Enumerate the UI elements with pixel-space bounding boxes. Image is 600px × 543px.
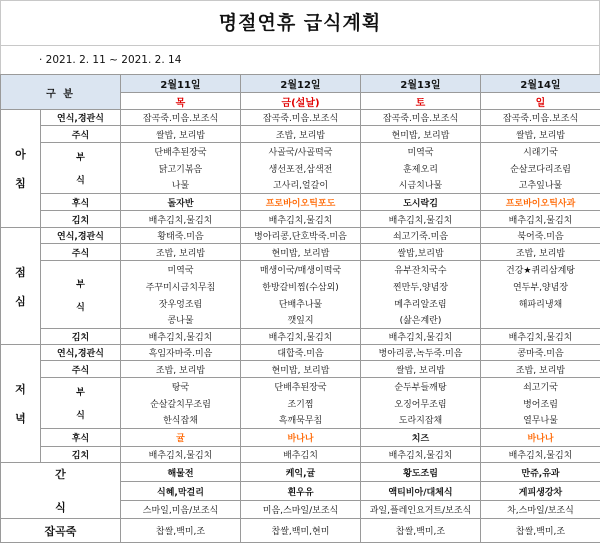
- day-date: 2월14일: [481, 75, 600, 93]
- menu-cell: 프로바이오틱사과: [481, 194, 600, 211]
- breakfast-row: [1, 126, 600, 143]
- row-label: 주식: [41, 244, 121, 261]
- menu-cell: 황태죽.미음: [121, 228, 241, 244]
- menu-cell: 쇠고기죽.미음: [361, 228, 481, 244]
- meal-label-lunch: 점 심: [1, 228, 41, 345]
- menu-cell: 유부잔치국수: [361, 261, 481, 278]
- menu-cell: 쌀밥, 보리밥: [121, 126, 241, 143]
- row-label: 부 식: [41, 143, 121, 194]
- menu-cell: 오징어무조림: [361, 395, 481, 412]
- menu-cell: 배추김치,물김치: [481, 329, 600, 345]
- menu-cell: 배추김치,물김치: [361, 447, 481, 463]
- grain-porridge-row: [1, 519, 600, 543]
- section-header: 구 분: [1, 75, 121, 110]
- menu-cell: 단배추된장국: [241, 378, 361, 395]
- menu-cell: 배추김치,물김치: [481, 447, 600, 463]
- menu-cell: 주꾸미시금치무침: [121, 278, 241, 295]
- breakfast-row: [1, 110, 600, 126]
- menu-cell: 닭고기볶음: [121, 160, 241, 177]
- row-label: 부 식: [41, 261, 121, 329]
- menu-cell: 잡곡죽.미음.보조식: [121, 110, 241, 126]
- menu-cell: 생선포전,삼색전: [241, 160, 361, 177]
- meal-label-breakfast: 아 침: [1, 110, 41, 228]
- day-date: 2월12일: [241, 75, 361, 93]
- dinner-row: [1, 361, 600, 378]
- day-weekday: 일: [481, 93, 600, 110]
- menu-cell: 조밥, 보리밥: [121, 361, 241, 378]
- row-label: 김치: [41, 211, 121, 228]
- dinner-row: [1, 429, 600, 447]
- menu-cell: 치즈: [361, 429, 481, 447]
- day-date: 2월11일: [121, 75, 241, 93]
- breakfast-row: [1, 194, 600, 211]
- menu-cell: 조밥, 보리밥: [241, 126, 361, 143]
- menu-cell: 찐만두,양념장: [361, 278, 481, 295]
- menu-cell: 식혜,막걸리: [121, 482, 241, 501]
- menu-cell: 배추김치,물김치: [361, 211, 481, 228]
- menu-cell: 단배추된장국: [121, 143, 241, 160]
- menu-cell: 미역국: [361, 143, 481, 160]
- menu-cell: 대합죽.미음: [241, 345, 361, 361]
- menu-cell: 돌자반: [121, 194, 241, 211]
- day-date: 2월13일: [361, 75, 481, 93]
- menu-cell: 메추리알조림: [361, 295, 481, 312]
- menu-cell: 잡곡죽.미음.보조식: [481, 110, 600, 126]
- menu-cell: 단배추나물: [241, 295, 361, 312]
- menu-cell: 쌀밥,보리밥: [361, 244, 481, 261]
- lunch-row: [1, 244, 600, 261]
- row-label: 연식,경관식: [41, 345, 121, 361]
- menu-cell: 케익,귤: [241, 463, 361, 482]
- menu-cell: 훈제오리: [361, 160, 481, 177]
- menu-cell: 쌀밥, 보리밥: [481, 126, 600, 143]
- menu-cell: 바나나: [481, 429, 600, 447]
- menu-cell: [481, 312, 600, 329]
- menu-cell: 게피생강차: [481, 482, 600, 501]
- row-label: 주식: [41, 361, 121, 378]
- menu-cell: 고추잎나물: [481, 177, 600, 194]
- row-label: 연식,경관식: [41, 110, 121, 126]
- menu-cell: 한식잡채: [121, 412, 241, 429]
- menu-cell: 찹쌀,백미,조: [481, 519, 600, 543]
- menu-cell: 스마일,미음/보조식: [121, 501, 241, 519]
- menu-cell: 조기찜: [241, 395, 361, 412]
- menu-cell: 해물전: [121, 463, 241, 482]
- meal-plan-table: [0, 74, 600, 543]
- dinner-row: [1, 447, 600, 463]
- menu-cell: 현미밥, 보리밥: [361, 126, 481, 143]
- menu-cell: 찹쌀,백미,조: [121, 519, 241, 543]
- row-label: 부 식: [41, 378, 121, 429]
- meal-label-dinner: 저 녁: [1, 345, 41, 463]
- menu-cell: 고사리,얼갈이: [241, 177, 361, 194]
- menu-cell: 조밥, 보리밥: [481, 244, 600, 261]
- menu-cell: (삶은계란): [361, 312, 481, 329]
- menu-cell: 열무나물: [481, 412, 600, 429]
- menu-cell: 미역국: [121, 261, 241, 278]
- menu-cell: 연두부,양념장: [481, 278, 600, 295]
- day-weekday: 토: [361, 93, 481, 110]
- menu-cell: 만쥬,유과: [481, 463, 600, 482]
- row-label: 연식,경관식: [41, 228, 121, 244]
- breakfast-row: [1, 211, 600, 228]
- menu-cell: 깻잎지: [241, 312, 361, 329]
- menu-cell: 건강★퀴리삼계탕: [481, 261, 600, 278]
- row-label: 김치: [41, 329, 121, 345]
- breakfast-row: [1, 143, 600, 160]
- menu-cell: 바나나: [241, 429, 361, 447]
- menu-cell: 배추김치,물김치: [121, 329, 241, 345]
- menu-cell: 과일,플레인요거트/보조식: [361, 501, 481, 519]
- document-title: 명절연휴 급식계획: [0, 0, 600, 46]
- lunch-row: [1, 261, 600, 278]
- menu-cell: 병아리콩,단호박죽.미음: [241, 228, 361, 244]
- menu-cell: 병아리콩,녹두죽.미음: [361, 345, 481, 361]
- menu-cell: 황도조림: [361, 463, 481, 482]
- menu-cell: 현미밥, 보리밥: [241, 244, 361, 261]
- menu-cell: 매생이국/매생이떡국: [241, 261, 361, 278]
- menu-cell: 콩나물: [121, 312, 241, 329]
- row-label: 후식: [41, 429, 121, 447]
- meal-label-grain-porridge: 잡곡죽: [1, 519, 121, 543]
- menu-cell: 순두부들깨탕: [361, 378, 481, 395]
- menu-cell: 배추김치,물김치: [241, 211, 361, 228]
- menu-cell: 프로바이오틱포도: [241, 194, 361, 211]
- menu-cell: 현미밥, 보리밥: [241, 361, 361, 378]
- menu-cell: 액티비아/대체식: [361, 482, 481, 501]
- menu-cell: 순살갈치무조림: [121, 395, 241, 412]
- menu-cell: 찹쌀,백미,조: [361, 519, 481, 543]
- menu-cell: 조밥, 보리밥: [121, 244, 241, 261]
- menu-cell: 나물: [121, 177, 241, 194]
- day-weekday: 금(설날): [241, 93, 361, 110]
- menu-cell: 쇠고기국: [481, 378, 600, 395]
- meal-label-snack: 간 식: [1, 463, 121, 519]
- menu-cell: 흑깨묵무침: [241, 412, 361, 429]
- menu-cell: 잡곡죽.미음.보조식: [241, 110, 361, 126]
- menu-cell: 해파리냉채: [481, 295, 600, 312]
- menu-cell: 순살코다리조림: [481, 160, 600, 177]
- row-label: 김치: [41, 447, 121, 463]
- date-range: · 2021. 2. 11 ~ 2021. 2. 14: [0, 46, 600, 74]
- menu-cell: 도라지잡채: [361, 412, 481, 429]
- menu-cell: 흰우유: [241, 482, 361, 501]
- dinner-row: [1, 345, 600, 361]
- menu-cell: 미음,스마일/보조식: [241, 501, 361, 519]
- menu-cell: 배추김치: [241, 447, 361, 463]
- menu-cell: 쌀밥, 보리밥: [361, 361, 481, 378]
- menu-cell: 배추김치,물김치: [361, 329, 481, 345]
- menu-cell: 시금치나물: [361, 177, 481, 194]
- menu-cell: 사골국/사골떡국: [241, 143, 361, 160]
- menu-cell: 흑임자마죽.미음: [121, 345, 241, 361]
- snack-row: [1, 463, 600, 482]
- menu-cell: 시래기국: [481, 143, 600, 160]
- menu-cell: 찹쌀,백미,현미: [241, 519, 361, 543]
- menu-cell: 잣우엉조림: [121, 295, 241, 312]
- header-date-row: [1, 75, 600, 93]
- day-weekday: 목: [121, 93, 241, 110]
- menu-cell: 배추김치,물김치: [121, 447, 241, 463]
- menu-cell: 콩마죽.미음: [481, 345, 600, 361]
- lunch-row: [1, 329, 600, 345]
- dinner-row: [1, 378, 600, 395]
- row-label: 후식: [41, 194, 121, 211]
- menu-cell: 배추김치,물김치: [121, 211, 241, 228]
- menu-cell: 도시락김: [361, 194, 481, 211]
- menu-cell: 북어죽.미음: [481, 228, 600, 244]
- menu-cell: 조밥, 보리밥: [481, 361, 600, 378]
- menu-cell: 배추김치,물김치: [241, 329, 361, 345]
- menu-cell: 차,스마일/보조식: [481, 501, 600, 519]
- row-label: 주식: [41, 126, 121, 143]
- menu-cell: 한방갈비찜(수삼외): [241, 278, 361, 295]
- menu-cell: 병어조림: [481, 395, 600, 412]
- menu-cell: 귤: [121, 429, 241, 447]
- menu-cell: 잡곡죽.미음.보조식: [361, 110, 481, 126]
- menu-cell: 배추김치,물김치: [481, 211, 600, 228]
- menu-cell: 탕국: [121, 378, 241, 395]
- lunch-row: [1, 228, 600, 244]
